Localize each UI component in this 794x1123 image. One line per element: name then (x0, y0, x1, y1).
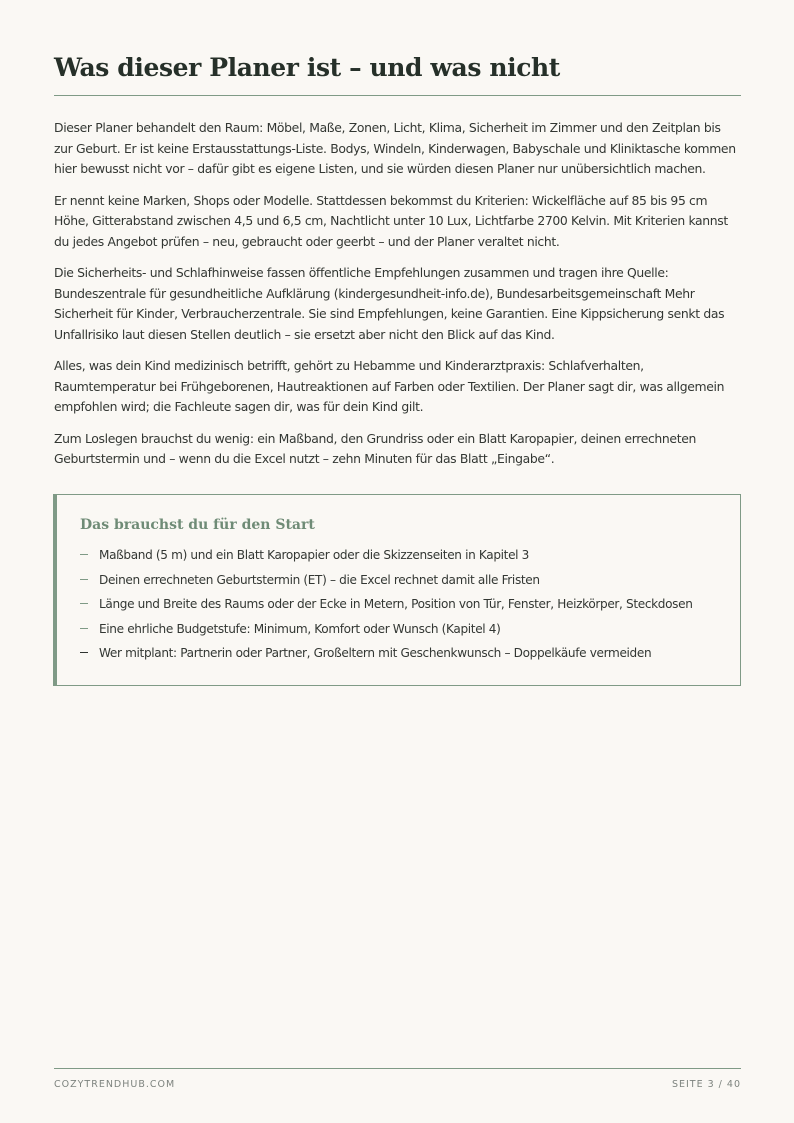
start-checklist (80, 545, 693, 668)
list-item (80, 594, 693, 619)
dash-icon (80, 579, 88, 580)
list-item-text: Eine ehrliche Budgetstufe: Minimum, Komfort oder Wunsch (Kapitel 4) (99, 621, 501, 636)
paragraph-medical: Alles, was dein Kind medizinisch betrifft, gehört zu Hebamme und Kinderarztpraxis: Schlafverhalten, Raumtemperatur bei Frühgeborenen, Hautreaktionen auf Farben oder Textilien. Der Planer sagt dir, was allgemein empfohlen wird; die Fachleute sagen dir, was für dein Kind gilt. (54, 358, 725, 414)
footer-page-number: SEITE 3 / 40 (671, 1079, 741, 1090)
footer-site-name: COZYTRENDHUB.COM (54, 1079, 176, 1090)
page-title: Was dieser Planer ist – und was nicht (54, 53, 560, 82)
list-item (80, 570, 693, 595)
list-item (80, 619, 693, 644)
paragraph-scope: Dieser Planer behandelt den Raum: Möbel, Maße, Zonen, Licht, Klima, Sicherheit im Zimmer und den Zeitplan bis zur Geburt. Er ist keine Erstausstattungs-Liste. Bodys, Windeln, Kinderwagen, Babyschale und Kliniktasche kommen hier bewusst nicht vor – dafür gibt es eigene Listen, und sie würden diesen Planer nur unübersichtlich machen. (54, 120, 736, 176)
start-box-title: Das brauchst du für den Start (80, 517, 315, 533)
list-item-text: Länge und Breite des Raums oder der Ecke in Metern, Position von Tür, Fenster, Heizkörper, Steckdosen (99, 597, 693, 611)
body-text (54, 118, 742, 481)
dash-icon (80, 628, 88, 629)
paragraph-getting-started: Zum Loslegen brauchst du wenig: ein Maßband, den Grundriss oder ein Blatt Karopapier, deinen errechneten Geburtstermin und – wenn du die Excel nutzt – zehn Minuten für das Blatt „Eingabe“. (54, 430, 696, 466)
footer-divider (54, 1068, 741, 1069)
list-item-text: Maßband (5 m) und ein Blatt Karopapier oder die Skizzenseiten in Kapitel 3 (99, 548, 530, 562)
dash-icon (80, 603, 88, 604)
list-item (80, 545, 693, 570)
paragraph-criteria: Er nennt keine Marken, Shops oder Modelle. Stattdessen bekommst du Kriterien: Wickelfläche auf 85 bis 95 cm Höhe, Gitterabstand zwischen 4,5 und 6,5 cm, Nachtlicht unter 10 Lux, Lichtfarbe 2700 Kelvin. Mit Kriterien kannst du jedes Angebot prüfen – neu, gebraucht oder geerbt – und der Planer veraltet nicht. (54, 192, 728, 249)
dash-icon (80, 554, 88, 555)
dash-icon (80, 652, 88, 653)
list-item-text: Deinen errechneten Geburtstermin (ET) – die Excel rechnet damit alle Fristen (99, 572, 540, 587)
paragraph-safety-sources: Die Sicherheits- und Schlafhinweise fassen öffentliche Empfehlungen zusammen und tragen ihre Quelle: Bundeszentrale für gesundheitliche Aufklärung (kindergesundheit-info.de), Bundesarbeitsgemeinschaft Mehr Sicherheit für Kinder, Verbraucherzentrale. Sie sind Empfehlungen, keine Garantien. Eine Kippsicherung senkt das Unfallrisiko laut diesen Stellen deutlich – sie ersetzt aber nicht den Blick auf das Kind. (54, 265, 725, 342)
start-checklist-box (53, 494, 741, 686)
list-item-text: Wer mitplant: Partnerin oder Partner, Großeltern mit Geschenkwunsch – Doppelkäufe vermeiden (99, 646, 652, 660)
list-item (80, 643, 693, 668)
title-divider (54, 95, 741, 96)
